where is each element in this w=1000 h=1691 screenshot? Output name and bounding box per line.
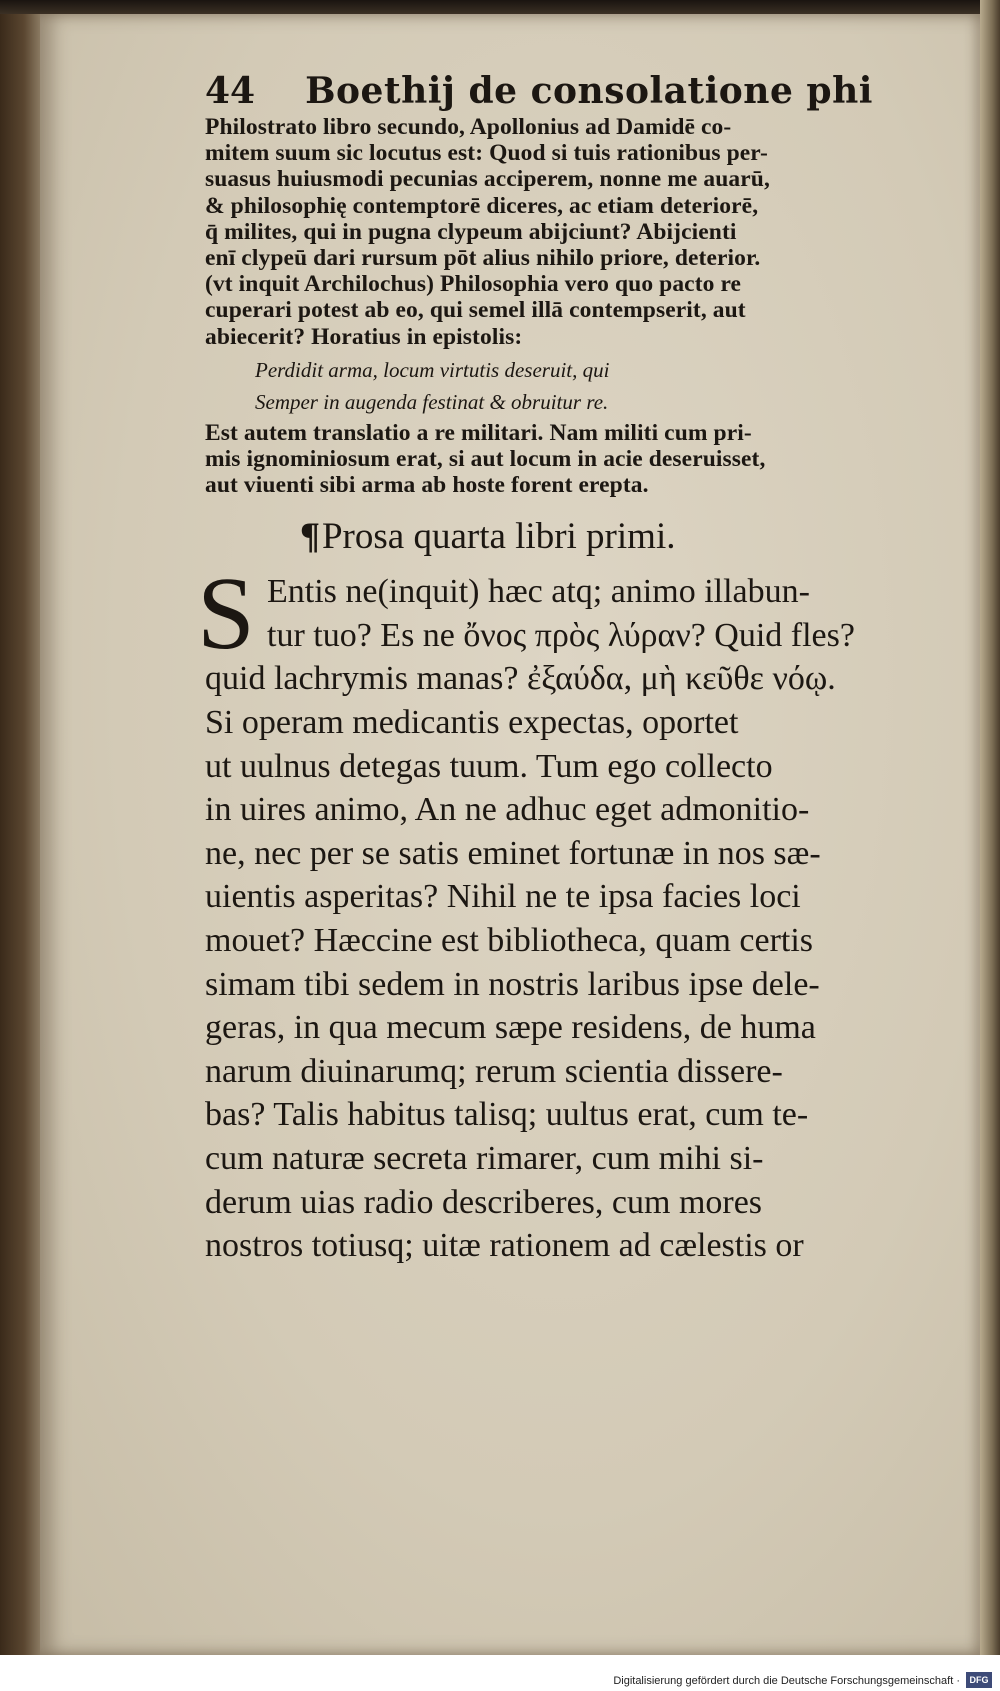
prose-line: in uires animo, An ne adhuc eget admonitio- bbox=[205, 791, 810, 829]
horace-verse-quote bbox=[205, 354, 935, 418]
book-binding-left bbox=[0, 0, 40, 1655]
prose-line: narum diuinarumq; rerum scientia dissere- bbox=[205, 1052, 783, 1090]
page-number: 44 bbox=[205, 70, 256, 112]
prose-line: nostros totiusq; uitæ rationem ad cælestis or bbox=[205, 1227, 804, 1265]
prose-line: bas? Talis habitus talisq; uultus erat, cum te- bbox=[205, 1096, 809, 1134]
commentary-line: Philostrato libro secundo, Apollonius ad Damidē co- bbox=[205, 114, 732, 140]
prose-line: uientis asperitas? Nihil ne te ipsa facies loci bbox=[205, 878, 801, 916]
prose-line: Entis ne(inquit) hæc atq; animo illabun- bbox=[267, 573, 810, 611]
book-edge-right bbox=[980, 0, 1000, 1655]
commentary-block-1 bbox=[205, 114, 935, 350]
digitization-credit: Digitalisierung gefördert durch die Deutsche Forschungsgemeinschaft · bbox=[613, 1675, 960, 1687]
prose-line: cum naturæ secreta rimarer, cum mihi si- bbox=[205, 1139, 764, 1177]
commentary-line: & philosophię contemptorē diceres, ac etiam deteriorē, bbox=[205, 192, 759, 219]
section-heading bbox=[300, 512, 935, 562]
verse-line: Perdidit arma, locum virtutis deseruit, qui bbox=[255, 357, 610, 382]
prose-line: tur tuo? Es ne ὄνος πρὸς λύραν? Quid fles? bbox=[267, 616, 855, 654]
dfg-logo-icon: DFG bbox=[966, 1672, 992, 1688]
commentary-line: mis ignominiosum erat, si aut locum in acie deseruisset, bbox=[205, 445, 766, 472]
commentary-block-2 bbox=[205, 420, 935, 499]
pilcrow-mark: ¶ bbox=[300, 516, 320, 558]
prose-line: ne, nec per se satis eminet fortunæ in nos sæ- bbox=[205, 834, 821, 872]
commentary-line: (vt inquit Archilochus) Philosophia vero quo pacto re bbox=[205, 271, 742, 298]
commentary-line: Est autem translatio a re militari. Nam militi cum pri- bbox=[205, 419, 752, 446]
prose-line: quid lachrymis manas? ἐξαύδα, μὴ κεῦθε νόῳ. bbox=[205, 660, 836, 698]
book-binding-top bbox=[0, 0, 1000, 14]
section-heading-text: Prosa quarta libri primi. bbox=[321, 516, 676, 558]
running-head bbox=[205, 70, 935, 112]
commentary-line: q̄ milites, qui in pugna clypeum abijciunt? Abijcienti bbox=[205, 218, 737, 245]
prose-line: ut uulnus detegas tuum. Tum ego collecto bbox=[205, 747, 773, 785]
commentary-line: aut viuenti sibi arma ab hoste forent erepta. bbox=[205, 472, 649, 499]
prose-line: mouet? Hæccine est bibliotheca, quam certis bbox=[205, 922, 814, 959]
drop-capital: S bbox=[197, 556, 255, 672]
commentary-line: cuperari potest ab eo, qui semel illā contempserit, aut bbox=[205, 297, 746, 324]
prose-line: simam tibi sedem in nostris laribus ipse dele- bbox=[205, 965, 820, 1003]
prose-text bbox=[197, 556, 935, 1268]
prose-line: Si operam medicantis expectas, oportet bbox=[205, 704, 739, 742]
commentary-line: abiecerit? Horatius in epistolis: bbox=[205, 323, 523, 350]
running-title: Boethij de consolatione phi bbox=[305, 70, 873, 112]
prose-line: geras, in qua mecum sæpe residens, de huma bbox=[205, 1009, 816, 1047]
verse-line: Semper in augenda festinat & obruitur re. bbox=[255, 389, 609, 414]
commentary-line: mitem suum sic locutus est: Quod si tuis rationibus per- bbox=[205, 140, 768, 167]
commentary-line: suasus huiusmodi pecunias acciperem, nonne me auarū, bbox=[205, 166, 770, 193]
commentary-line: enī clypeū dari rursum pōt alius nihilo priore, deterior. bbox=[205, 244, 761, 271]
page-text-block bbox=[197, 70, 935, 1268]
prose-line: derum uias radio describeres, cum mores bbox=[205, 1183, 763, 1221]
